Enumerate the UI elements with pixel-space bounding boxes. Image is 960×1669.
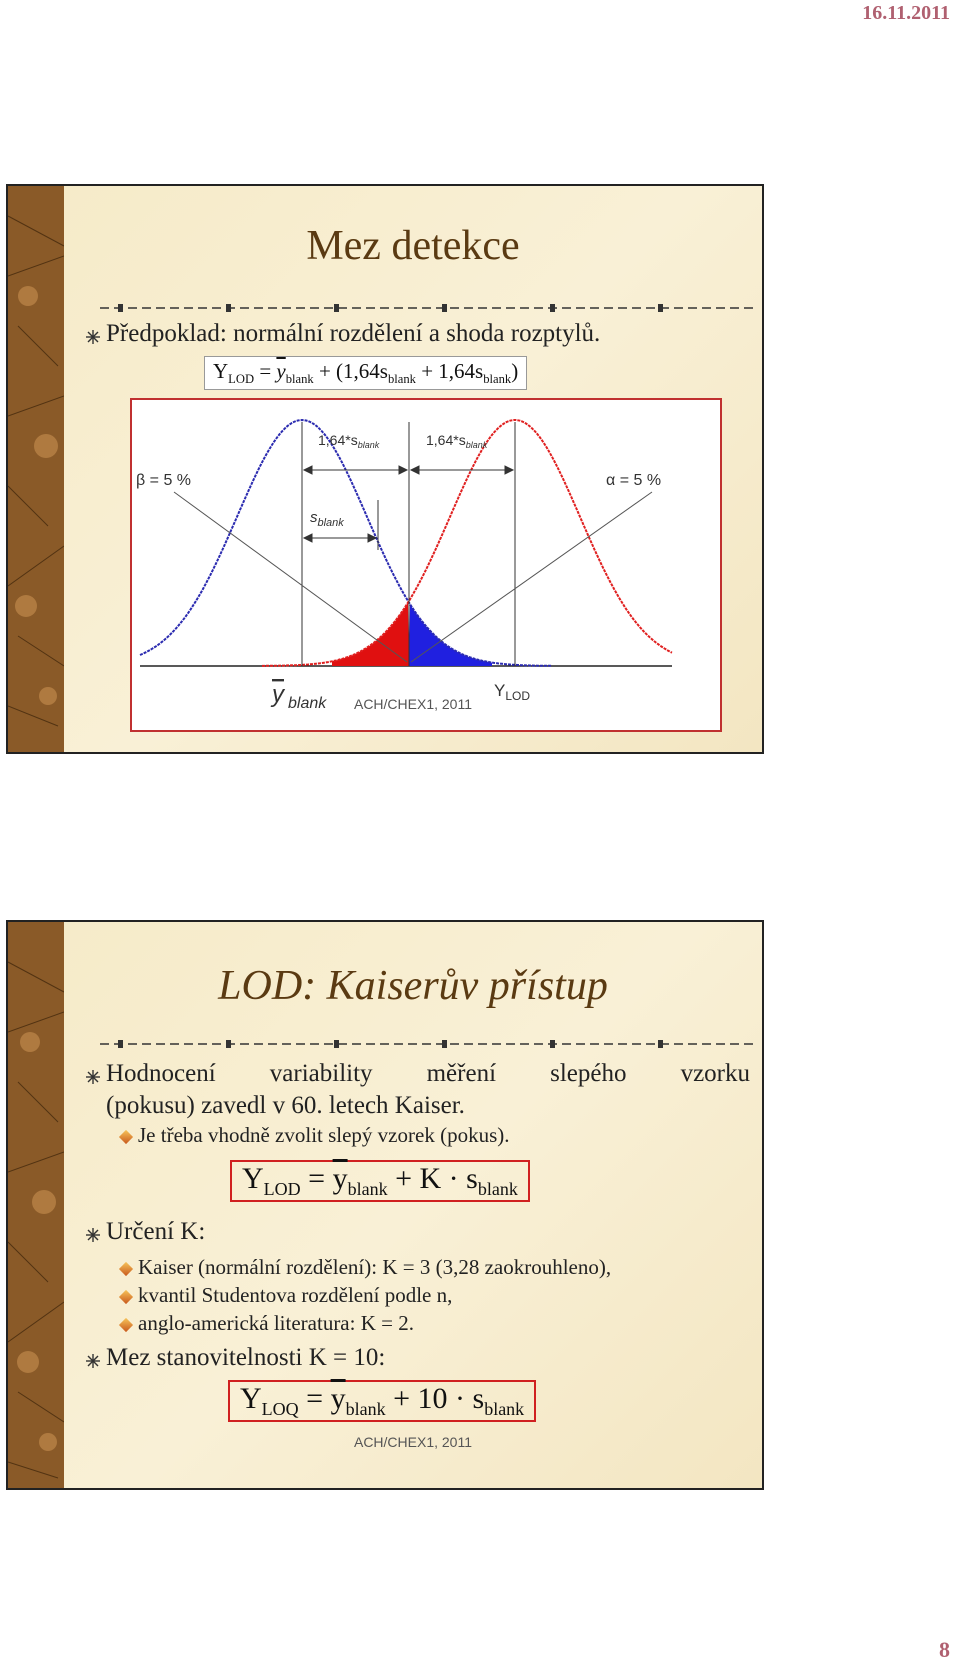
yloq-formula: $Y_{LOQ} = \overline{y}_{blank} + 10 \cdot s_{blank}$ — [228, 1380, 536, 1422]
beta-label: β = 5 % — [136, 472, 192, 489]
bullet-k-determination: Určení K: — [106, 1218, 206, 1245]
slide-kaiser — [6, 920, 764, 1490]
bullet-loq: Mez stanovitelnosti K = 10: — [106, 1344, 386, 1371]
sub-anglo-american: anglo-americká literatura: K = 2. — [138, 1311, 414, 1335]
bullet-icon — [86, 330, 100, 344]
ylod-formula: $Y_{LOD} = \overline{y}_{blank} + (1,64s_{blank} + 1,64s_{blank})$ — [204, 356, 527, 390]
page-number: 8 — [939, 1637, 950, 1662]
bullet-icon — [86, 1070, 100, 1084]
ylod-axis-label: $Y_{LOD}$ — [494, 681, 531, 703]
sub-blank-choice: Je třeba vhodně zvolit slepý vzorek (pokus). — [138, 1123, 510, 1147]
slide-title: LOD: Kaiserův přístup — [218, 963, 608, 1009]
span-label-left: $1,64*s_{blank}$ — [318, 432, 380, 450]
sd-label: $s_{blank}$ — [310, 509, 344, 529]
slide-title: Mez detekce — [306, 223, 520, 269]
bullet-kaiser-line1: Hodnocení variability měření slepého vzorku — [106, 1060, 750, 1087]
decorative-wood-strip — [8, 922, 64, 1488]
blank-distribution-curve — [140, 420, 552, 666]
slide-footer: ACH/CHEX1, 2011 — [353, 1434, 472, 1450]
sd-arrow — [304, 534, 376, 542]
span-label-right: $1,64*s_{blank}$ — [426, 432, 488, 450]
title-divider — [100, 304, 758, 312]
sub-student-quantile: kvantil Studentova rozdělení podle n, — [138, 1283, 453, 1307]
sub-bullet-icon — [119, 1262, 133, 1276]
ybar-subscript: blank — [288, 695, 327, 712]
slide-footer: ACH/CHEX1, 2011 — [353, 696, 472, 712]
sub-bullet-icon — [119, 1130, 133, 1144]
chart-svg — [132, 400, 716, 726]
alpha-pointer-line — [411, 492, 652, 662]
sub-kaiser-normal: Kaiser (normální rozdělení): K = 3 (3,28 zaokrouhleno), — [138, 1255, 612, 1279]
bullet-assumption: Předpoklad: normální rozdělení a shoda rozptylů. — [106, 320, 601, 347]
normal-distribution-chart — [130, 398, 722, 732]
bullet-icon — [86, 1354, 100, 1368]
slide-mez-detekce — [6, 184, 764, 754]
alpha-label: α = 5 % — [606, 472, 662, 489]
print-date: 16.11.2011 — [862, 2, 950, 24]
beta-area — [332, 603, 409, 667]
sub-bullet-icon — [119, 1318, 133, 1332]
bullet-icon — [86, 1228, 100, 1242]
span-arrow-left — [304, 466, 407, 474]
ylod-kaiser-formula: $Y_{LOD} = \overline{y}_{blank} + K \cdot s_{blank}$ — [230, 1160, 530, 1202]
title-divider — [100, 1040, 758, 1048]
bullet-kaiser-line2: (pokusu) zavedl v 60. letech Kaiser. — [106, 1092, 465, 1119]
ybar-axis-label: y — [272, 681, 284, 708]
decorative-wood-strip — [8, 186, 64, 752]
sub-bullet-icon — [119, 1290, 133, 1304]
span-arrow-right — [411, 466, 513, 474]
lod-distribution-curve — [262, 420, 672, 666]
